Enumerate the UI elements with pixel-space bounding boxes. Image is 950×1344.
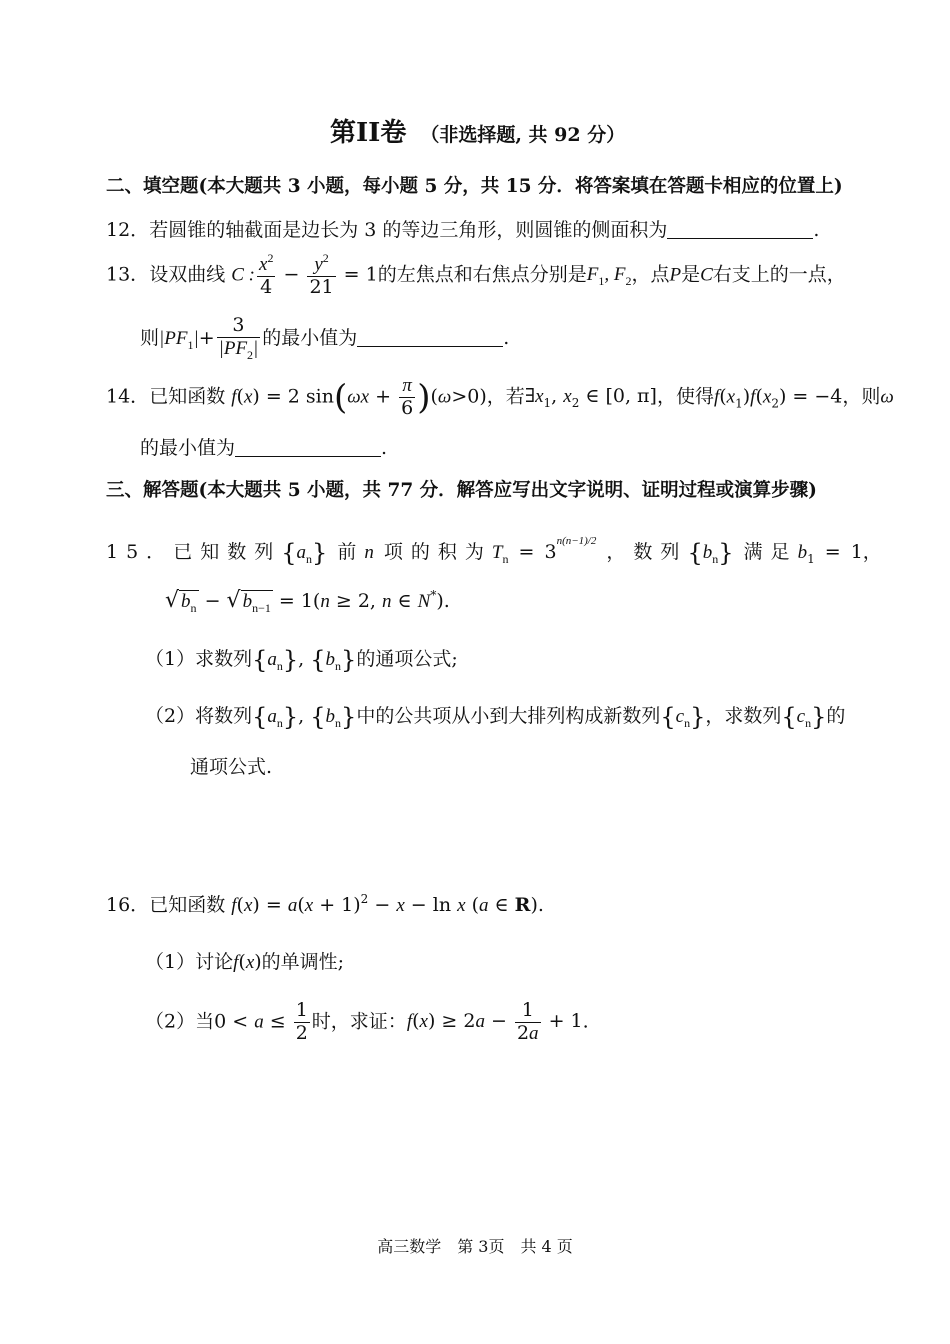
q15-lead: 已知数列 <box>173 541 282 563</box>
q15-product-formula: $T_n$ <box>491 542 509 566</box>
q16-number: 16． <box>106 894 150 916</box>
q13-expression: $|PF_1|$ <box>159 327 199 352</box>
section-3-heading: 三、解答题(本大题共 5 小题，共 77 分．解答应写出文字说明、证明过程或演算步骤) <box>106 480 817 501</box>
q14-end: . <box>381 437 388 459</box>
q13-frac-x: $\frac{x^2}{4}$ <box>259 251 274 298</box>
q14-line2: 的最小值为 <box>140 437 236 459</box>
q16-p2-label: （2） <box>145 1010 196 1033</box>
q15-mid4: 满足 <box>743 541 798 563</box>
q12-number: 12． <box>106 219 150 241</box>
page-footer: 高三数学 第 3页 共 4 页 <box>377 1237 573 1256</box>
question-13: 13．设双曲线 C : $\frac{x^2}{4}$ − $\frac{y^2}{21}$ = 1的左焦点和右焦点分别是$F_1$, $F_2$，点P是C右支上的一点， <box>106 251 846 298</box>
q14-exists: $\exists x_1$, $x_2$ ∈ [0, π] <box>524 385 657 411</box>
question-15-line2 <box>165 588 450 615</box>
q15-p2-label: （2） <box>145 705 196 727</box>
question-16 <box>106 892 544 918</box>
q16-end: . <box>537 894 544 916</box>
q15-p2-mid: 中的公共项从小到大排列构成新数列 <box>356 705 661 727</box>
q15-p2-mid2: ，求数列 <box>705 705 782 727</box>
q14-function-formula: f <box>231 386 237 408</box>
q13-hyperbola-formula: C : <box>231 264 255 286</box>
q13-line2-mid: 的最小值为 <box>262 326 358 349</box>
question-16-part-1: （1）讨论f(x)的单调性; <box>145 951 345 973</box>
q14-number: 14． <box>106 385 150 408</box>
q15-mid: 前 <box>337 541 365 563</box>
q13-frac-pf2: $\frac{3}{|PF_2|}$ <box>218 314 259 362</box>
q13-lead: 设双曲线 <box>149 263 226 286</box>
q15-mid3: ，数列 <box>606 541 688 563</box>
q13-frac-y: $\frac{y^2}{21}$ <box>309 251 334 298</box>
q16-function-formula: $f(x) = a(x + 1)^2 - x - \ln x$ (a ∈ R) <box>231 892 538 916</box>
section-2-heading: 二、填空题(本大题共 3 小题，每小题 5 分，共 15 分．将答案填在答题卡相应的位置上) <box>106 176 843 197</box>
question-15-part-1: （1）求数列$\{a_n\}$, $\{b_n\}$的通项公式; <box>145 646 458 674</box>
q16-p1-text: 讨论 <box>195 951 234 973</box>
title-subtitle: （非选择题, 共 92 分） <box>420 124 626 146</box>
q15-p2-text: 将数列 <box>195 705 253 727</box>
q13-answer-blank <box>357 328 503 347</box>
q15-p1-label: （1） <box>145 648 196 670</box>
question-15: 15．已知数列$\{a_n\}$ 前n 项的积为$T_n = 3^{n(n-1)/2}$ ，数列$\{b_n\}$ 满足$b_1 = 1$， <box>106 535 882 567</box>
q16-p2-text: 当 <box>195 1010 215 1033</box>
q13-number: 13． <box>106 263 150 286</box>
question-14-line2 <box>140 437 387 460</box>
q14-mid: ，若 <box>486 385 525 408</box>
q14-tail: ，则 <box>842 385 881 408</box>
q12-text: 若圆锥的轴截面是边长为 3 的等边三角形，则圆锥的侧面积为 <box>149 219 668 241</box>
page-title <box>330 118 625 149</box>
q15-mid2: 项的积为 <box>383 541 492 563</box>
q14-lead: 已知函数 <box>149 385 226 408</box>
q15-p1-end: 的通项公式; <box>356 648 458 670</box>
q13-foci: $F_1$, $F_2$ <box>586 264 632 289</box>
q16-p1-label: （1） <box>145 951 196 973</box>
q13-line2-lead: 则 <box>140 326 160 349</box>
q16-p2-mid: 时，求证： <box>311 1010 407 1033</box>
q12-end: . <box>813 219 820 241</box>
q13-end: . <box>503 326 510 349</box>
q15-recurrence: √ $b_n$ − √ $b_{n-1} = 1(n \ge 2$, n ∈ N*) <box>165 588 444 615</box>
q15-number: 15． <box>106 541 174 563</box>
title-main: 第II卷 <box>330 118 407 148</box>
q13-mid: 的左焦点和右焦点分别是 <box>377 263 587 286</box>
q16-lead: 已知函数 <box>149 894 226 916</box>
question-13-line2: 则$|PF_1|+$ $\frac{3}{|PF_2|}$ 的最小值为 . <box>140 314 510 362</box>
question-12 <box>106 219 819 242</box>
q13-tail2: 是 <box>681 263 701 286</box>
q15-end: ， <box>862 541 882 563</box>
question-16-part-2: （2）当0 < a ≤ $\frac{1}{2}$ 时，求证：f(x) ≥ 2a − $\frac{1}{2a}$ + 1. <box>145 999 589 1044</box>
q16-p2-end: . <box>582 1010 589 1033</box>
question-14: 14．已知函数 f(x) = 2 sin(ωx + $\frac{\pi}{6}$ )(ω>0)，若$\exists x_1$, $x_2$ ∈ [0, π]，使得$f(x_1)f(x_2) = -4$，则ω <box>106 375 894 419</box>
question-15-part-2-line2: 通项公式. <box>190 756 273 778</box>
q15-line2-end: . <box>443 590 450 612</box>
q14-mid2: ，使得 <box>656 385 714 408</box>
q14-answer-blank <box>235 438 381 457</box>
q16-inequality: f(x) ≥ 2a − $\frac{1}{2a}$ + 1 <box>406 999 583 1044</box>
q16-p1-end: 的单调性; <box>261 951 345 973</box>
q15-p1-text: 求数列 <box>195 648 253 670</box>
q13-tail: ，点 <box>631 263 670 286</box>
q12-answer-blank <box>667 220 813 239</box>
q15-p2-end: 的 <box>826 705 846 727</box>
question-15-part-2: （2）将数列$\{a_n\}$, $\{b_n\}$中的公共项从小到大排列构成新数列$\{c_n\}$，求数列$\{c_n\}$的 <box>145 703 846 731</box>
q13-tail3: 右支上的一点， <box>712 263 846 286</box>
